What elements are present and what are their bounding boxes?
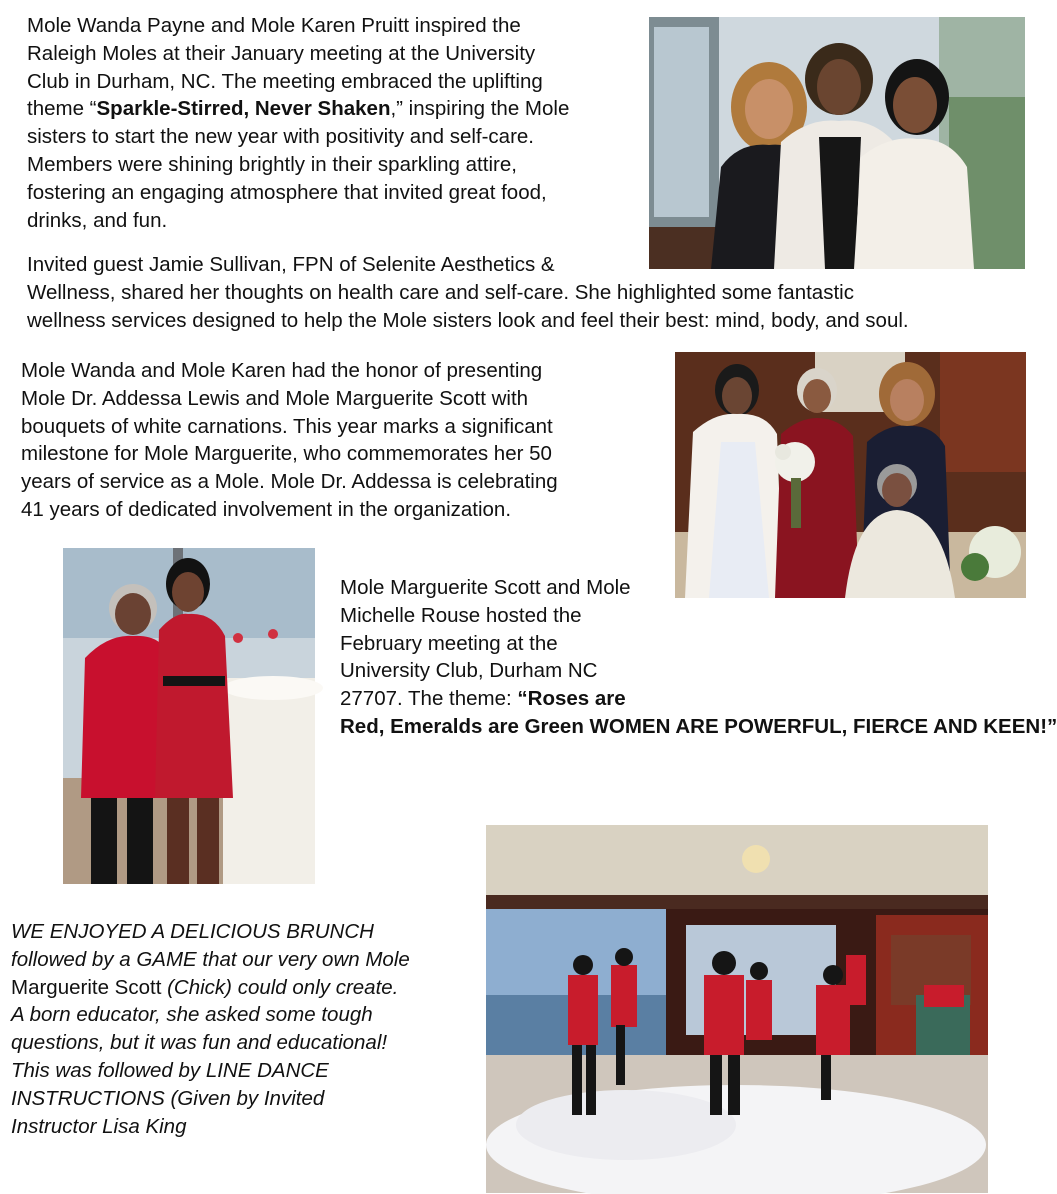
january-meeting-paragraph (27, 12, 569, 234)
text-line: years of service as a Mole. Mole Dr. Addessa is celebrating (21, 470, 558, 494)
text-line: followed by a GAME that our very own Mole (11, 947, 410, 971)
theme-line (27, 95, 569, 123)
guest-speaker-paragraph (27, 251, 909, 334)
text-line: Club in Durham, NC. The meeting embraced the uplifting (27, 69, 543, 93)
text-line: Members were shining brightly in their sparkling attire, (27, 152, 517, 176)
theme-roses-line: WOMEN ARE POWERFUL, (589, 714, 848, 738)
text-line: Mole Wanda and Mole Karen had the honor of presenting (21, 359, 543, 382)
text-line: wellness services designed to help the Mole sisters look and feel their best: mind, body, and soul. (27, 308, 909, 332)
text-line: Instructor Lisa King (11, 1114, 187, 1138)
theme-intro: 27707. The theme: (340, 687, 518, 711)
text-upright: Marguerite Scott (11, 975, 168, 999)
text-line: Wellness, shared her thoughts on health care and self-care. She highlighted some fantastic (27, 280, 854, 304)
three-women-photo (649, 17, 1025, 269)
february-meeting-paragraph (340, 574, 1057, 741)
text-line: Raleigh Moles at their January meeting at the University (27, 41, 536, 65)
text-line: Mole Dr. Addessa Lewis and Mole Marguerite Scott with (21, 386, 529, 410)
brunch-paragraph (11, 918, 410, 1140)
text-italic: (Chick) could only create. (167, 975, 399, 999)
theme-roses-line: FIERCE AND KEEN!” (853, 714, 1057, 738)
text-line: 41 years of dedicated involvement in the organization. (21, 497, 512, 521)
text-line: questions, but it was fun and educational! (11, 1031, 388, 1055)
text-line: INSTRUCTIONS (Given by Invited (11, 1086, 325, 1110)
text-line: fostering an engaging atmosphere that invited great food, (27, 180, 547, 204)
theme-prefix: theme “ (27, 97, 97, 121)
theme-roses-line: Red, Emeralds are Green (340, 714, 584, 738)
text-line: A born educator, she asked some tough (11, 1003, 373, 1027)
text-line: milestone for Mole Marguerite, who commemorates her 50 (21, 442, 552, 466)
text-line: Michelle Rouse hosted the (340, 603, 582, 627)
text-line: WE ENJOYED A DELICIOUS BRUNCH (11, 920, 374, 943)
text-line: drinks, and fun. (27, 208, 168, 232)
four-women-bouquet-photo (675, 352, 1026, 598)
text-line: bouquets of white carnations. This year marks a significant (21, 414, 553, 438)
theme-roses-start: “Roses are (517, 687, 626, 711)
theme-line (340, 685, 1057, 713)
mixed-line (11, 974, 410, 1002)
text-line: Mole Wanda Payne and Mole Karen Pruitt inspired the (27, 14, 521, 37)
text-line: sisters to start the new year with positivity and self-care. (27, 125, 535, 149)
theme-sparkle: Sparkle-Stirred, Never Shaken (96, 97, 391, 121)
theme-suffix: ,” inspiring the Mole (390, 97, 570, 121)
carnations-paragraph (21, 357, 558, 524)
two-women-red-photo (63, 548, 315, 884)
text-line: This was followed by LINE DANCE (11, 1058, 329, 1082)
text-line: Mole Marguerite Scott and Mole (340, 576, 631, 599)
line-dance-room-photo (486, 825, 988, 1193)
text-line: February meeting at the (340, 631, 558, 655)
text-line: Invited guest Jamie Sullivan, FPN of Selenite Aesthetics & (27, 253, 555, 276)
text-line: University Club, Durham NC (340, 659, 598, 683)
